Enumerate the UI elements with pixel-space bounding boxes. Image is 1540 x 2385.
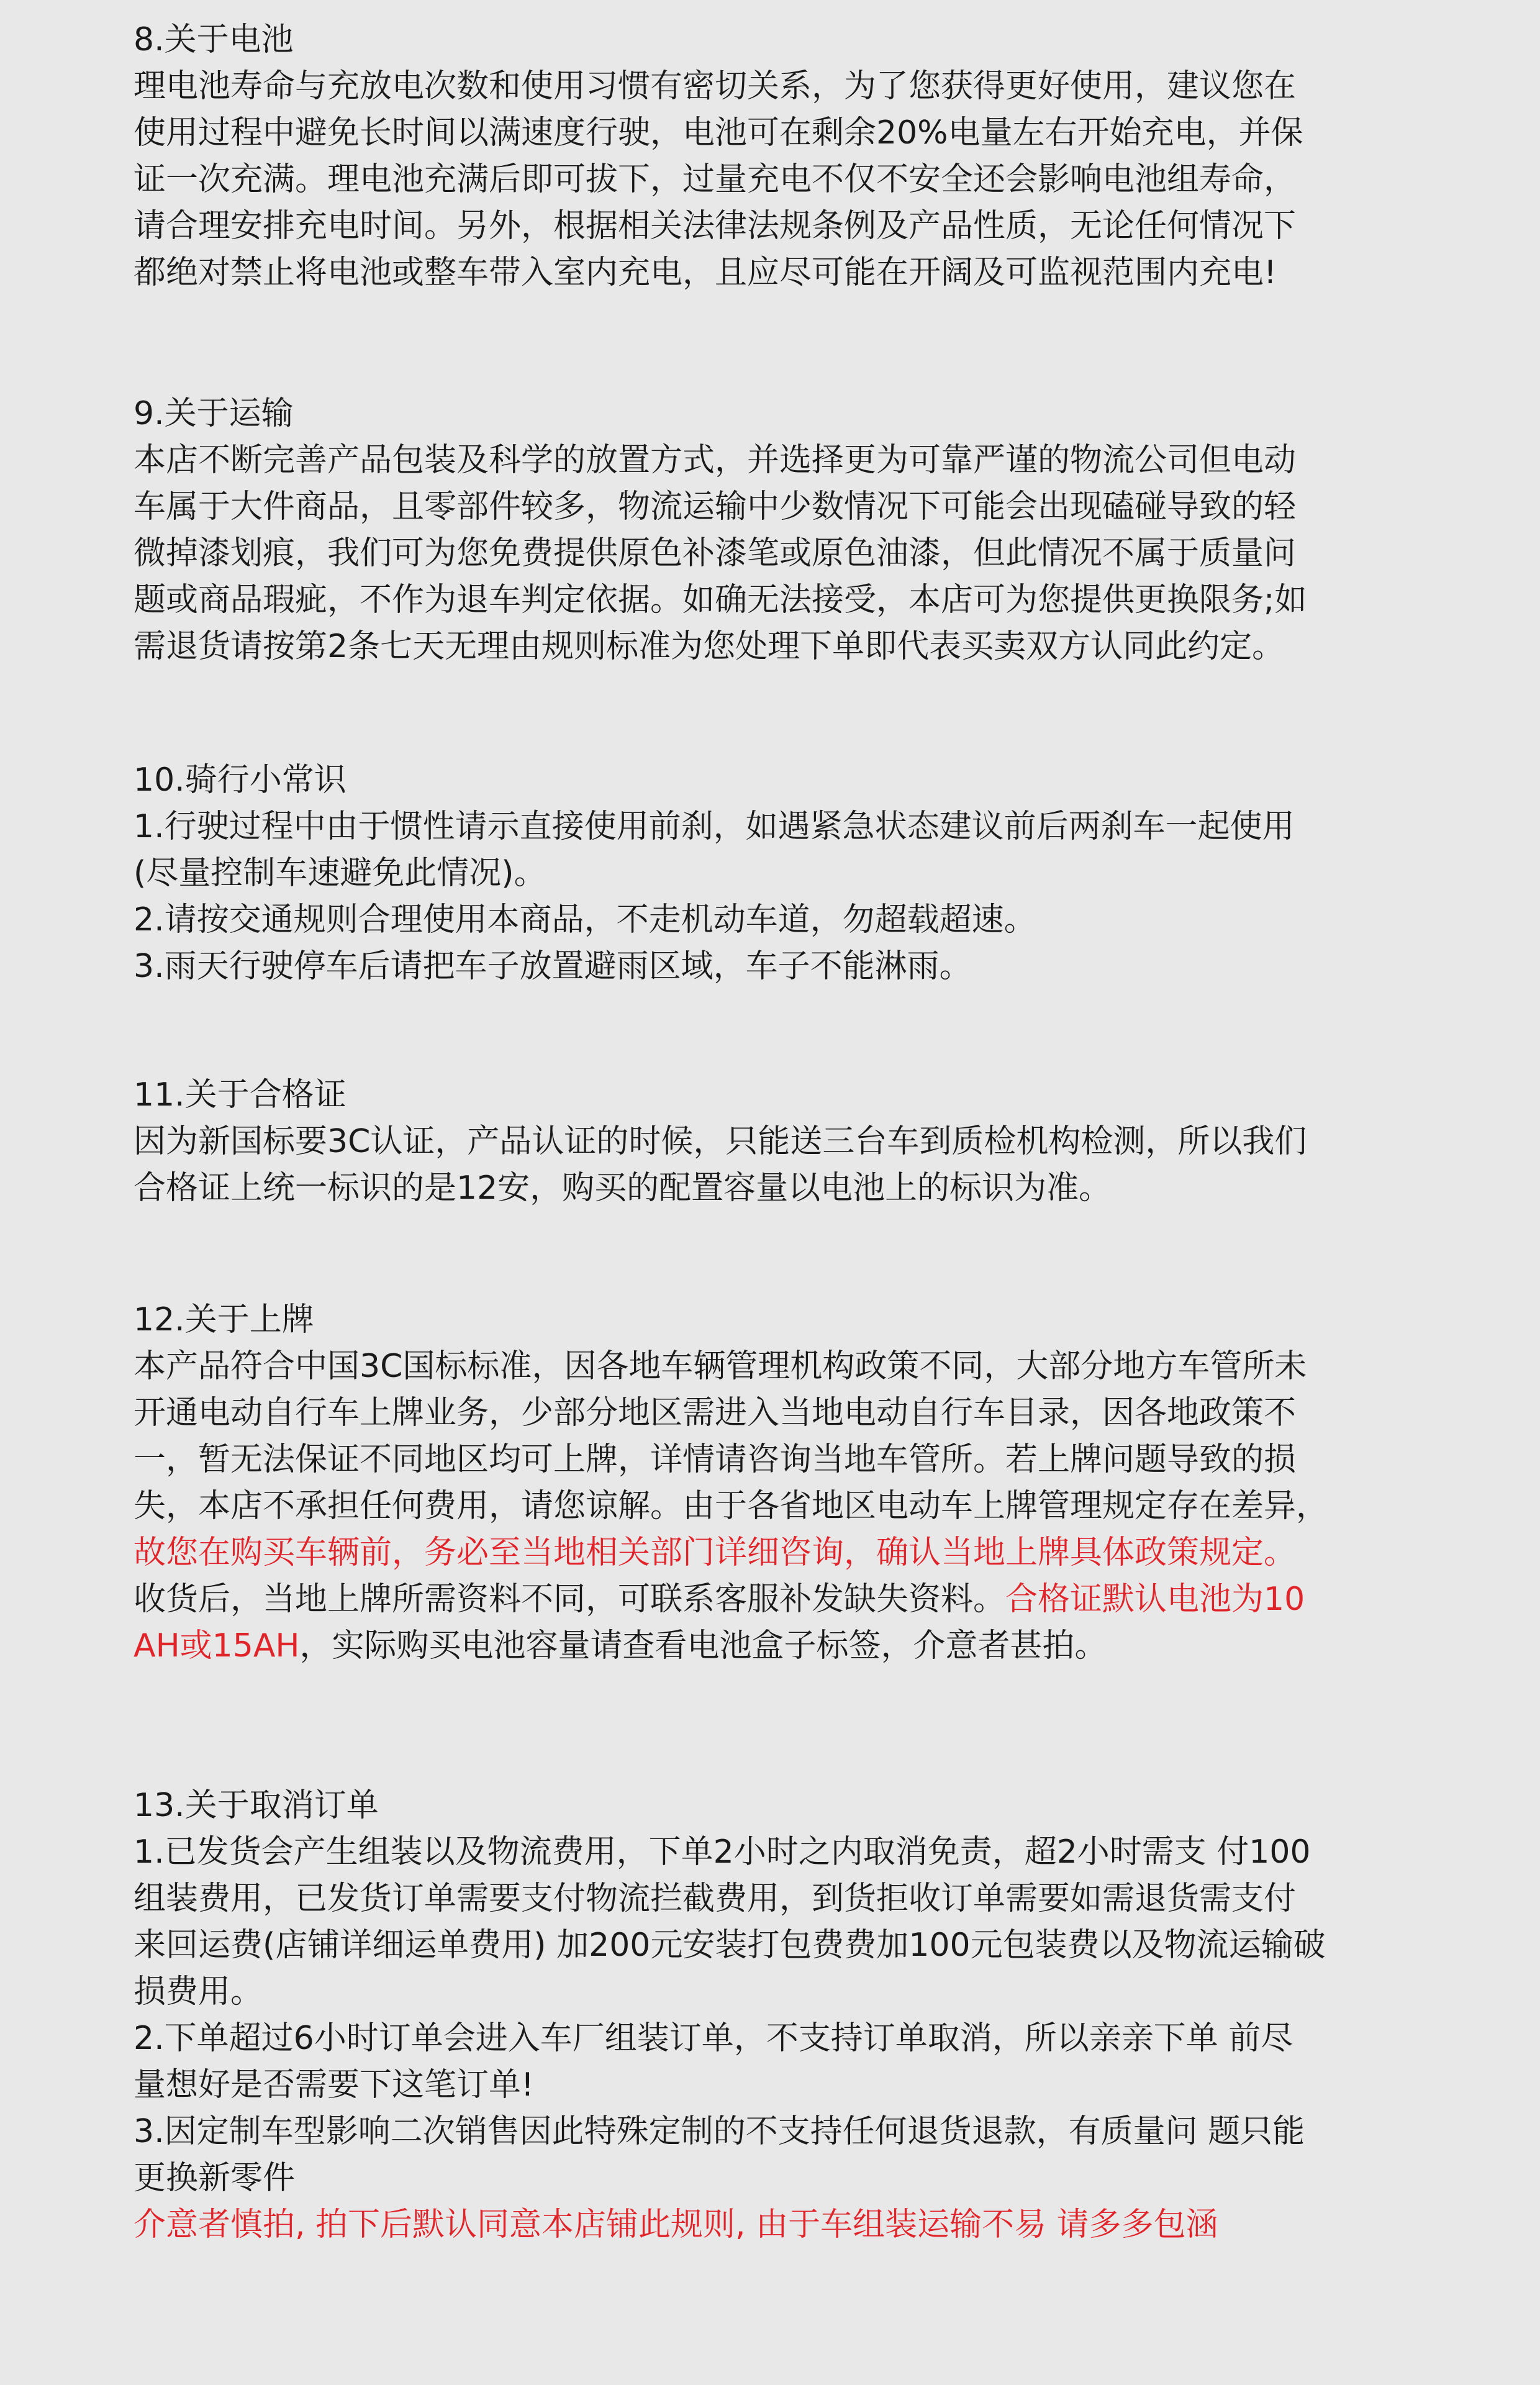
paragraph-line: 损费用。 — [134, 1973, 263, 2010]
section-title: 13.关于取消订单 — [134, 1787, 379, 1824]
paragraph-line: 一，暂无法保证不同地区均可上牌，详情请咨询当地车管所。若上牌问题导致的损 — [134, 1441, 1297, 1478]
paragraph-line-mixed — [134, 1623, 1425, 1670]
paragraph-line: 1.行驶过程中由于惯性请示直接使用前刹，如遇紧急状态建议前后两刹车一起使用 — [134, 808, 1295, 845]
section-title: 10.骑行小常识 — [134, 761, 346, 799]
paragraph-line-mixed — [134, 1576, 1425, 1623]
paragraph-line: (尽量控制车速避免此情况)。 — [134, 855, 546, 892]
normal-text: ，实际购买电池容量请查看电池盒子标签，介意者甚拍。 — [299, 1627, 1107, 1665]
normal-text: 收货后，当地上牌所需资料不同，可联系客服补发缺失资料。 — [134, 1581, 1006, 1618]
paragraph-line: 都绝对禁止将电池或整车带入室内充电，且应尽可能在开阔及可监视范围内充电! — [134, 254, 1277, 291]
section-riding-tips — [134, 756, 1425, 990]
paragraph-line: 车属于大件商品，且零部件较多，物流运输中少数情况下可能会出现磕碰导致的轻 — [134, 488, 1297, 525]
section-title: 12.关于上牌 — [134, 1301, 314, 1338]
section-title: 11.关于合格证 — [134, 1076, 346, 1114]
section-title: 8.关于电池 — [134, 21, 294, 58]
paragraph-line: 理电池寿命与充放电次数和使用习惯有密切关系，为了您获得更好使用，建议您在 — [134, 68, 1297, 105]
paragraph-line: 证一次充满。理电池充满后即可拔下，过量充电不仅不安全还会影响电池组寿命， — [134, 161, 1297, 198]
paragraph-line: 失，本店不承担任何费用，请您谅解。由于各省地区电动车上牌管理规定存在差异， — [134, 1488, 1329, 1525]
paragraph-line: 3.因定制车型影响二次销售因此特殊定制的不支持任何退货退款，有质量问 题只能 — [134, 2113, 1305, 2150]
paragraph-line: 2.请按交通规则合理使用本商品，不走机动车道，勿超载超速。 — [134, 901, 1036, 938]
paragraph-line: 本产品符合中国3C国标标准，因各地车辆管理机构政策不同，大部分地方车管所未 — [134, 1348, 1307, 1385]
paragraph-line: 来回运费(店铺详细运单费用) 加200元安装打包费费加100元包装费以及物流运输破 — [134, 1927, 1326, 1964]
paragraph-line: 合格证上统一标识的是12安，购买的配置容量以电池上的标识为准。 — [134, 1170, 1112, 1207]
warning-text: AH或15AH — [134, 1627, 300, 1665]
warning-line: 故您在购买车辆前，务必至当地相关部门详细咨询，确认当地上牌具体政策规定。 — [134, 1534, 1297, 1571]
section-title: 9.关于运输 — [134, 395, 294, 432]
paragraph-line: 使用过程中避免长时间以满速度行驶，电池可在剩余20%电量左右开始充电，并保 — [134, 114, 1303, 152]
paragraph-line: 更换新零件 — [134, 2160, 296, 2197]
section-battery — [134, 16, 1425, 296]
warning-text: 合格证默认电池为10 — [1005, 1581, 1305, 1618]
paragraph-line: 因为新国标要3C认证，产品认证的时候，只能送三台车到质检机构检测，所以我们 — [134, 1123, 1307, 1160]
section-certificate — [134, 1071, 1425, 1212]
section-shipping — [134, 390, 1425, 670]
paragraph-line: 3.雨天行驶停车后请把车子放置避雨区域，车子不能淋雨。 — [134, 948, 972, 985]
paragraph-line: 量想好是否需要下这笔订单! — [134, 2066, 534, 2104]
paragraph-line: 微掉漆划痕，我们可为您免费提供原色补漆笔或原色油漆，但此情况不属于质量问 — [134, 535, 1297, 572]
paragraph-line: 题或商品瑕疵，不作为退车判定依据。如确无法接受，本店可为您提供更换限务;如 — [134, 581, 1307, 619]
paragraph-line: 2.下单超过6小时订单会进入车厂组装订单，不支持订单取消，所以亲亲下单 前尽 — [134, 2020, 1293, 2057]
section-order-cancellation — [134, 1782, 1425, 2248]
paragraph-line: 请合理安排充电时间。另外，根据相关法律法规条例及产品性质，无论任何情况下 — [134, 207, 1297, 245]
paragraph-line: 本店不断完善产品包装及科学的放置方式，并选择更为可靠严谨的物流公司但电动 — [134, 442, 1297, 479]
section-registration — [134, 1296, 1425, 1670]
paragraph-line: 需退货请按第2条七天无理由规则标准为您处理下单即代表买卖双方认同此约定。 — [134, 628, 1285, 665]
policy-document — [134, 0, 1425, 2385]
paragraph-line: 组装费用，已发货订单需要支付物流拦截费用，到货拒收订单需要如需退货需支付 — [134, 1880, 1297, 1917]
paragraph-line: 1.已发货会产生组装以及物流费用，下单2小时之内取消免责，超2小时需支 付100 — [134, 1833, 1311, 1871]
warning-line: 介意者慎拍, 拍下后默认同意本店铺此规则, 由于车组装运输不易 请多多包涵 — [134, 2206, 1218, 2243]
paragraph-line: 开通电动自行车上牌业务，少部分地区需进入当地电动自行车目录，因各地政策不 — [134, 1394, 1297, 1432]
